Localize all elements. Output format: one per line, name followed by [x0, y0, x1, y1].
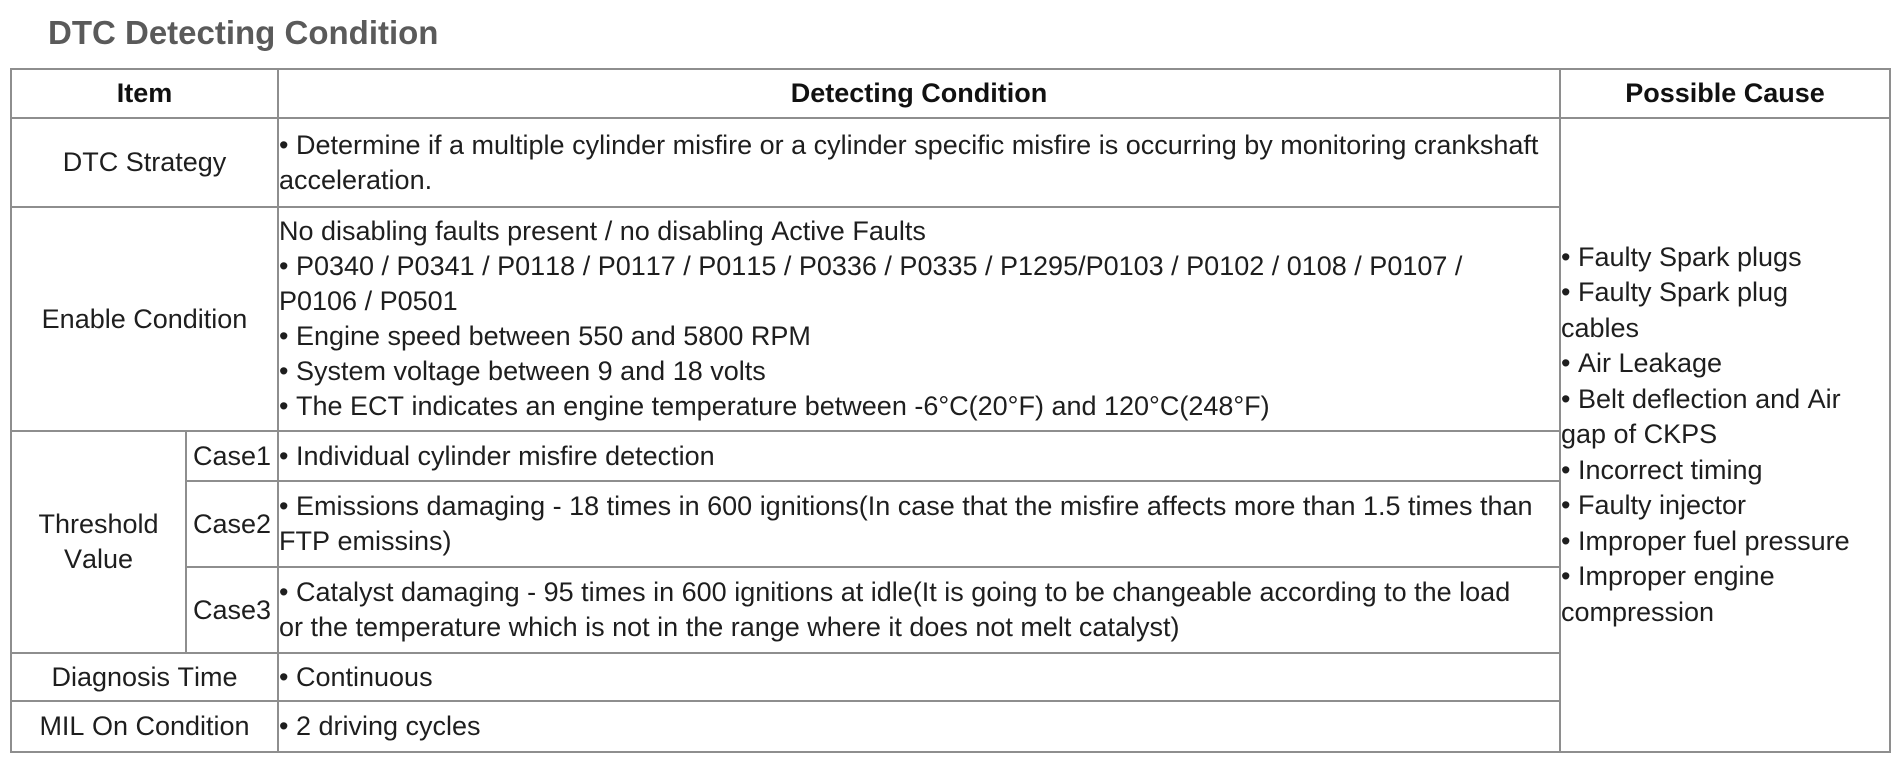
bullet-text: Individual cylinder misfire detection [295, 440, 715, 471]
condition-bullet [279, 575, 1524, 645]
condition-case1 [278, 431, 1560, 481]
item-mil-on-condition: MIL On Condition [11, 701, 278, 752]
item-enable-condition: Enable Condition [11, 207, 278, 431]
bullet-icon [1561, 277, 1578, 307]
bullet-icon [1561, 384, 1578, 414]
bullet-icon [1561, 242, 1578, 272]
cause-item [1561, 559, 1861, 630]
bullet-icon [279, 391, 296, 421]
header-possible-cause: Possible Cause [1560, 69, 1890, 118]
condition-dtc-strategy [278, 118, 1560, 207]
condition-text [279, 214, 1505, 424]
cause-item [1561, 382, 1861, 453]
condition-text [279, 575, 1524, 645]
cause-text: Improper engine compression [1561, 561, 1775, 627]
bullet-icon [1561, 348, 1578, 378]
condition-bullet [279, 439, 1545, 474]
cause-item [1561, 453, 1861, 489]
cause-text: Faulty injector [1577, 490, 1747, 521]
case-label: Case2 [186, 481, 278, 567]
bullet-icon [1561, 455, 1578, 485]
dtc-detecting-condition-table [10, 68, 1891, 753]
header-row [11, 69, 1890, 118]
cause-item [1561, 488, 1861, 524]
cause-item [1561, 346, 1861, 382]
condition-case3 [278, 567, 1560, 653]
header-detecting-condition: Detecting Condition [278, 69, 1560, 118]
cause-item [1561, 524, 1861, 560]
bullet-text: Continuous [295, 661, 433, 692]
condition-mil-on [278, 701, 1560, 752]
cause-text: Improper fuel pressure [1577, 525, 1850, 556]
bullet-icon [279, 441, 296, 471]
item-dtc-strategy: DTC Strategy [11, 118, 278, 207]
case-label: Case1 [186, 431, 278, 481]
condition-text [279, 489, 1545, 559]
bullet-text: Engine speed between 550 and 5800 RPM [295, 321, 811, 351]
cause-text: Faulty Spark plugs [1577, 241, 1802, 272]
bullet-icon [279, 251, 296, 281]
bullet-icon [279, 321, 296, 351]
header-item: Item [11, 69, 278, 118]
bullet-text: Emissions damaging - 18 times in 600 ignitions(In case that the misfire affects more than 1.5 times than FTP emissins) [279, 491, 1533, 556]
cause-text: Air Leakage [1577, 348, 1723, 379]
possible-cause-cell [1560, 118, 1890, 752]
condition-text [279, 709, 1545, 744]
bullet-icon [1561, 561, 1578, 591]
cause-item [1561, 240, 1861, 276]
condition-bullet [279, 660, 1545, 695]
condition-bullet [279, 709, 1545, 744]
bullet-icon [279, 491, 296, 521]
condition-bullet [279, 249, 1505, 319]
bullet-icon [1561, 490, 1578, 520]
cause-text: Belt deflection and Air gap of CKPS [1561, 383, 1841, 450]
bullet-icon [279, 711, 296, 741]
condition-text [279, 439, 1545, 474]
condition-text [279, 660, 1545, 695]
bullet-icon [279, 356, 296, 386]
bullet-icon [279, 130, 296, 160]
condition-text [279, 128, 1545, 198]
cause-text: Faulty Spark plug cables [1561, 277, 1789, 343]
condition-bullet [279, 319, 1505, 354]
case-label: Case3 [186, 567, 278, 653]
bullet-text: Catalyst damaging - 95 times in 600 ignitions at idle(It is going to be changeable according to the load or the temperature which is not in the range where it does not melt catalyst) [279, 577, 1511, 642]
condition-intro: No disabling faults present / no disabling Active Faults [279, 216, 926, 246]
item-diagnosis-time: Diagnosis Time [11, 653, 278, 701]
bullet-text: The ECT indicates an engine temperature between -6°C(20°F) and 120°C(248°F) [295, 391, 1270, 421]
possible-cause-list [1561, 240, 1861, 631]
bullet-icon [279, 577, 296, 607]
bullet-text: 2 driving cycles [295, 711, 481, 741]
bullet-icon [279, 662, 296, 692]
row-dtc-strategy [11, 118, 1890, 207]
bullet-text: P0340 / P0341 / P0118 / P0117 / P0115 / P0336 / P0335 / P1295/P0103 / P0102 / 0108 / P0107 / P0106 / P0501 [279, 251, 1463, 316]
condition-case2 [278, 481, 1560, 567]
condition-bullet [279, 128, 1545, 198]
page-title: DTC Detecting Condition [48, 14, 439, 51]
condition-bullet [279, 389, 1505, 424]
cause-item [1561, 275, 1861, 346]
bullet-text: System voltage between 9 and 18 volts [295, 356, 766, 386]
bullet-text: Determine if a multiple cylinder misfire or a cylinder specific misfire is occurring by monitoring crankshaft acceleration. [279, 129, 1539, 195]
cause-text: Incorrect timing [1577, 454, 1763, 485]
condition-bullet [279, 489, 1545, 559]
item-threshold-value: Threshold Value [11, 431, 186, 653]
condition-diagnosis-time [278, 653, 1560, 701]
condition-bullet [279, 354, 1505, 389]
bullet-icon [1561, 526, 1578, 556]
condition-enable [278, 207, 1560, 431]
